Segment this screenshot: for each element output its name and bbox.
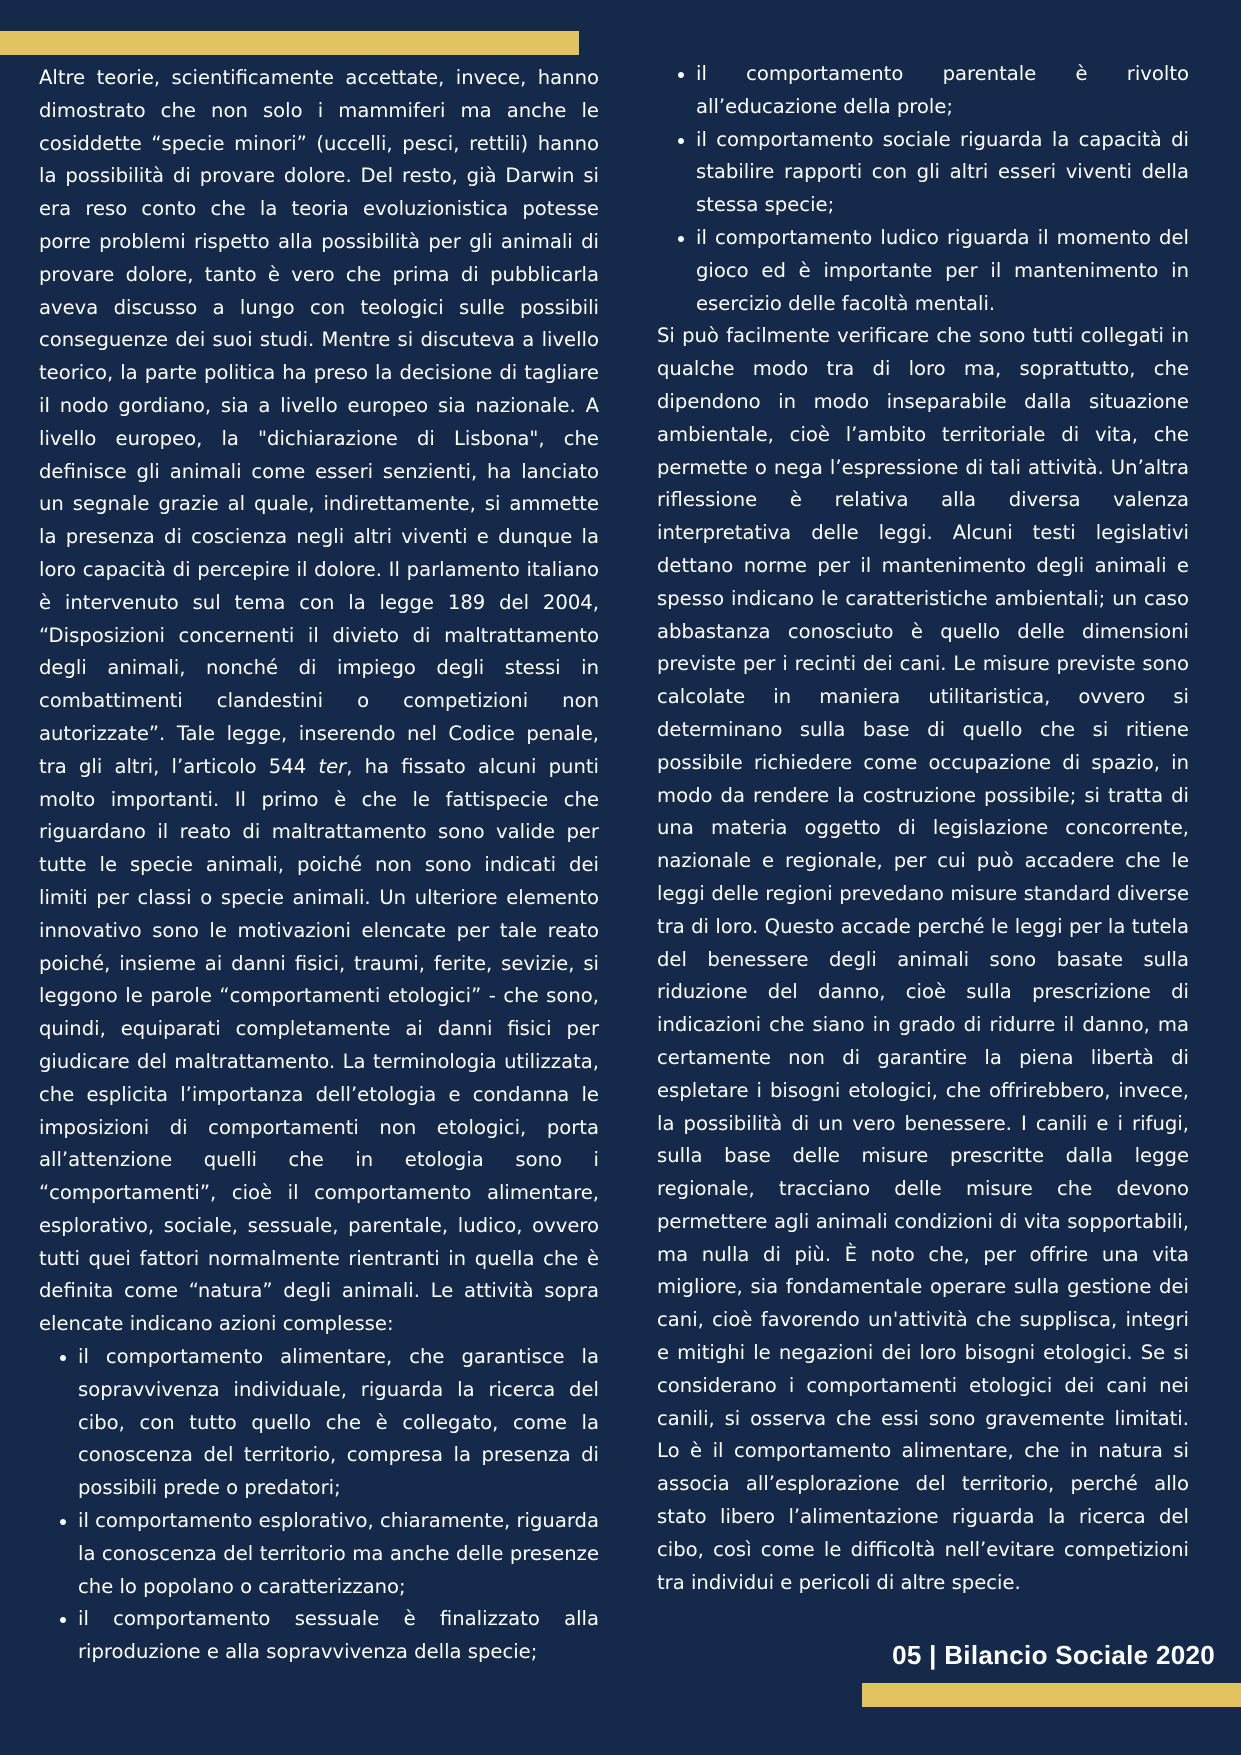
body-paragraph: Si può facilmente verificare che sono tutti collegati in qualche modo tra di loro ma, soprattutto, che dipendono in modo inseparabile dalla situazione ambientale, cioè l’ambito territoriale di vita, che permette o nega l’espressione di tali attività. Un’altra riflessione è relativa alla diversa valenza interpretativa delle leggi. Alcuni testi legislativi dettano norme per il mantenimento degli animali e spesso indicano le caratteristiche ambientali; un caso abbastanza conosciuto è quello delle dimensioni previste per i recinti dei cani. Le misure previste sono calcolate in maniera utilitaristica, ovvero si determinano sulla base di quello che si ritiene possibile richiedere come occupazione di spazio, in modo da rendere la costruzione possibile; si tratta di una materia oggetto di legislazione concorrente, nazionale e regionale, per cui può accadere che le leggi delle regioni prevedano misure standard diverse tra di loro. Questo accade perché le leggi per la tutela del benessere degli animali sono basate sulla riduzione del danno, cioè sulla prescrizione di indicazioni che siano in grado di ridurre il danno, ma certamente non di garantire la piena libertà di espletare i bisogni etologici, che offrirebbero, invece, la possibilità di un vero benessere. I canili e i rifugi, sulla base delle misure prescritte dalla legge regionale, tracciano delle misure che devono permettere agli animali condizioni di vita sopportabili, ma nulla di più. È noto che, per offrire una vita migliore, sia fondamentale operare sulla gestione dei cani, cioè favorendo un'attività che supplisca, integri e mitighi le negazioni dei loro bisogni etologici. Se si considerano i comportamenti etologici dei cani nei canili, si osserva che essi sono gravemente limitati. Lo è il comportamento alimentare, che in natura si associa all’esplorazione del territorio, perché allo stato libero l’alimentazione riguarda la ricerca del cibo, così come le difficoltà nell’evitare competizioni tra individui e pericoli di altre specie. — [657, 324, 1189, 1594]
bottom-accent-bar — [862, 1683, 1241, 1707]
behaviour-list — [39, 1341, 599, 1669]
paragraph-text: Altre teorie, scientificamente accettate, invece, hanno dimostrato che non solo i mammiferi ma anche le cosiddette “specie minori” (uccelli, pesci, rettili) hanno la possibilità di provare dolore. Del resto, già Darwin si era reso conto che la teoria evoluzionistica potesse porre problemi rispetto alla possibilità per gli animali di provare dolore, tanto è vero che prima di pubblicarla aveva discusso a lungo con teologici sulle possibili conseguenze dei suoi studi. Mentre si discuteva a livello teorico, la parte politica ha preso la decisione di tagliare il nodo gordiano, sia a livello europeo sia nazionale. A livello europeo, la "dichiarazione di Lisbona", che definisce gli animali come esseri senzienti, ha lanciato un segnale grazie al quale, indirettamente, si ammette la presenza di coscienza negli altri viventi e dunque la loro capacità di percepire il dolore. Il parlamento italiano è intervenuto sul tema con la legge 189 del 2004, “Disposizioni concernenti il divieto di maltrattamento degli animali, nonché di impiego degli stessi in combattimenti clandestini o competizioni non autorizzate”. Tale legge, inserendo nel Codice penale, tra gli altri, l’articolo 544 — [39, 66, 599, 778]
list-item: • il comportamento parentale è rivolto all’educazione della prole; — [696, 58, 1189, 124]
list-item: • il comportamento ludico riguarda il momento del gioco ed è importante per il mantenimento in esercizio delle facoltà mentali. — [696, 222, 1189, 320]
list-item: • il comportamento sociale riguarda la capacità di stabilire rapporti con gli altri esseri viventi della stessa specie; — [696, 124, 1189, 222]
top-accent-bar — [0, 31, 579, 55]
list-item: • il comportamento sessuale è finalizzato alla riproduzione e alla sopravvivenza della specie; — [78, 1603, 599, 1669]
list-item: • il comportamento alimentare, che garantisce la sopravvivenza individuale, riguarda la ricerca del cibo, con tutto quello che è collegato, come la conoscenza del territorio, compresa la presenza di possibili prede o predatori; — [78, 1341, 599, 1505]
behaviour-list-continued — [657, 58, 1189, 320]
right-text-column — [657, 58, 1189, 1599]
paragraph-text-continued: , ha fissato alcuni punti molto importanti. Il primo è che le fattispecie che riguardano il reato di maltrattamento sono valide per tutte le specie animali, poiché non sono indicati dei limiti per classi o specie animali. Un ulteriore elemento innovativo sono le motivazioni elencate per tale reato poiché, insieme ai danni fisici, traumi, ferite, sevizie, si leggono le parole “comportamenti etologici” - che sono, quindi, equiparati completamente ai danni fisici per giudicare del maltrattamento. La terminologia utilizzata, che esplicita l’importanza dell’etologia e condanna le imposizioni di comportamenti non etologici, porta all’attenzione quelli che in etologia sono i “comportamenti”, cioè il comportamento alimentare, esplorativo, sociale, sessuale, parentale, ludico, ovvero tutti quei fattori normalmente rientranti in quella che è definita come “natura” degli animali. Le attività sopra elencate indicano azioni complesse: — [39, 754, 599, 1336]
page-footer: 05 | Bilancio Sociale 2020 — [892, 1640, 1215, 1670]
body-paragraph — [39, 62, 599, 1341]
left-text-column — [39, 62, 599, 1669]
italic-term: ter — [318, 754, 347, 778]
list-item: • il comportamento esplorativo, chiaramente, riguarda la conoscenza del territorio ma anche delle presenze che lo popolano o caratterizzano; — [78, 1505, 599, 1603]
